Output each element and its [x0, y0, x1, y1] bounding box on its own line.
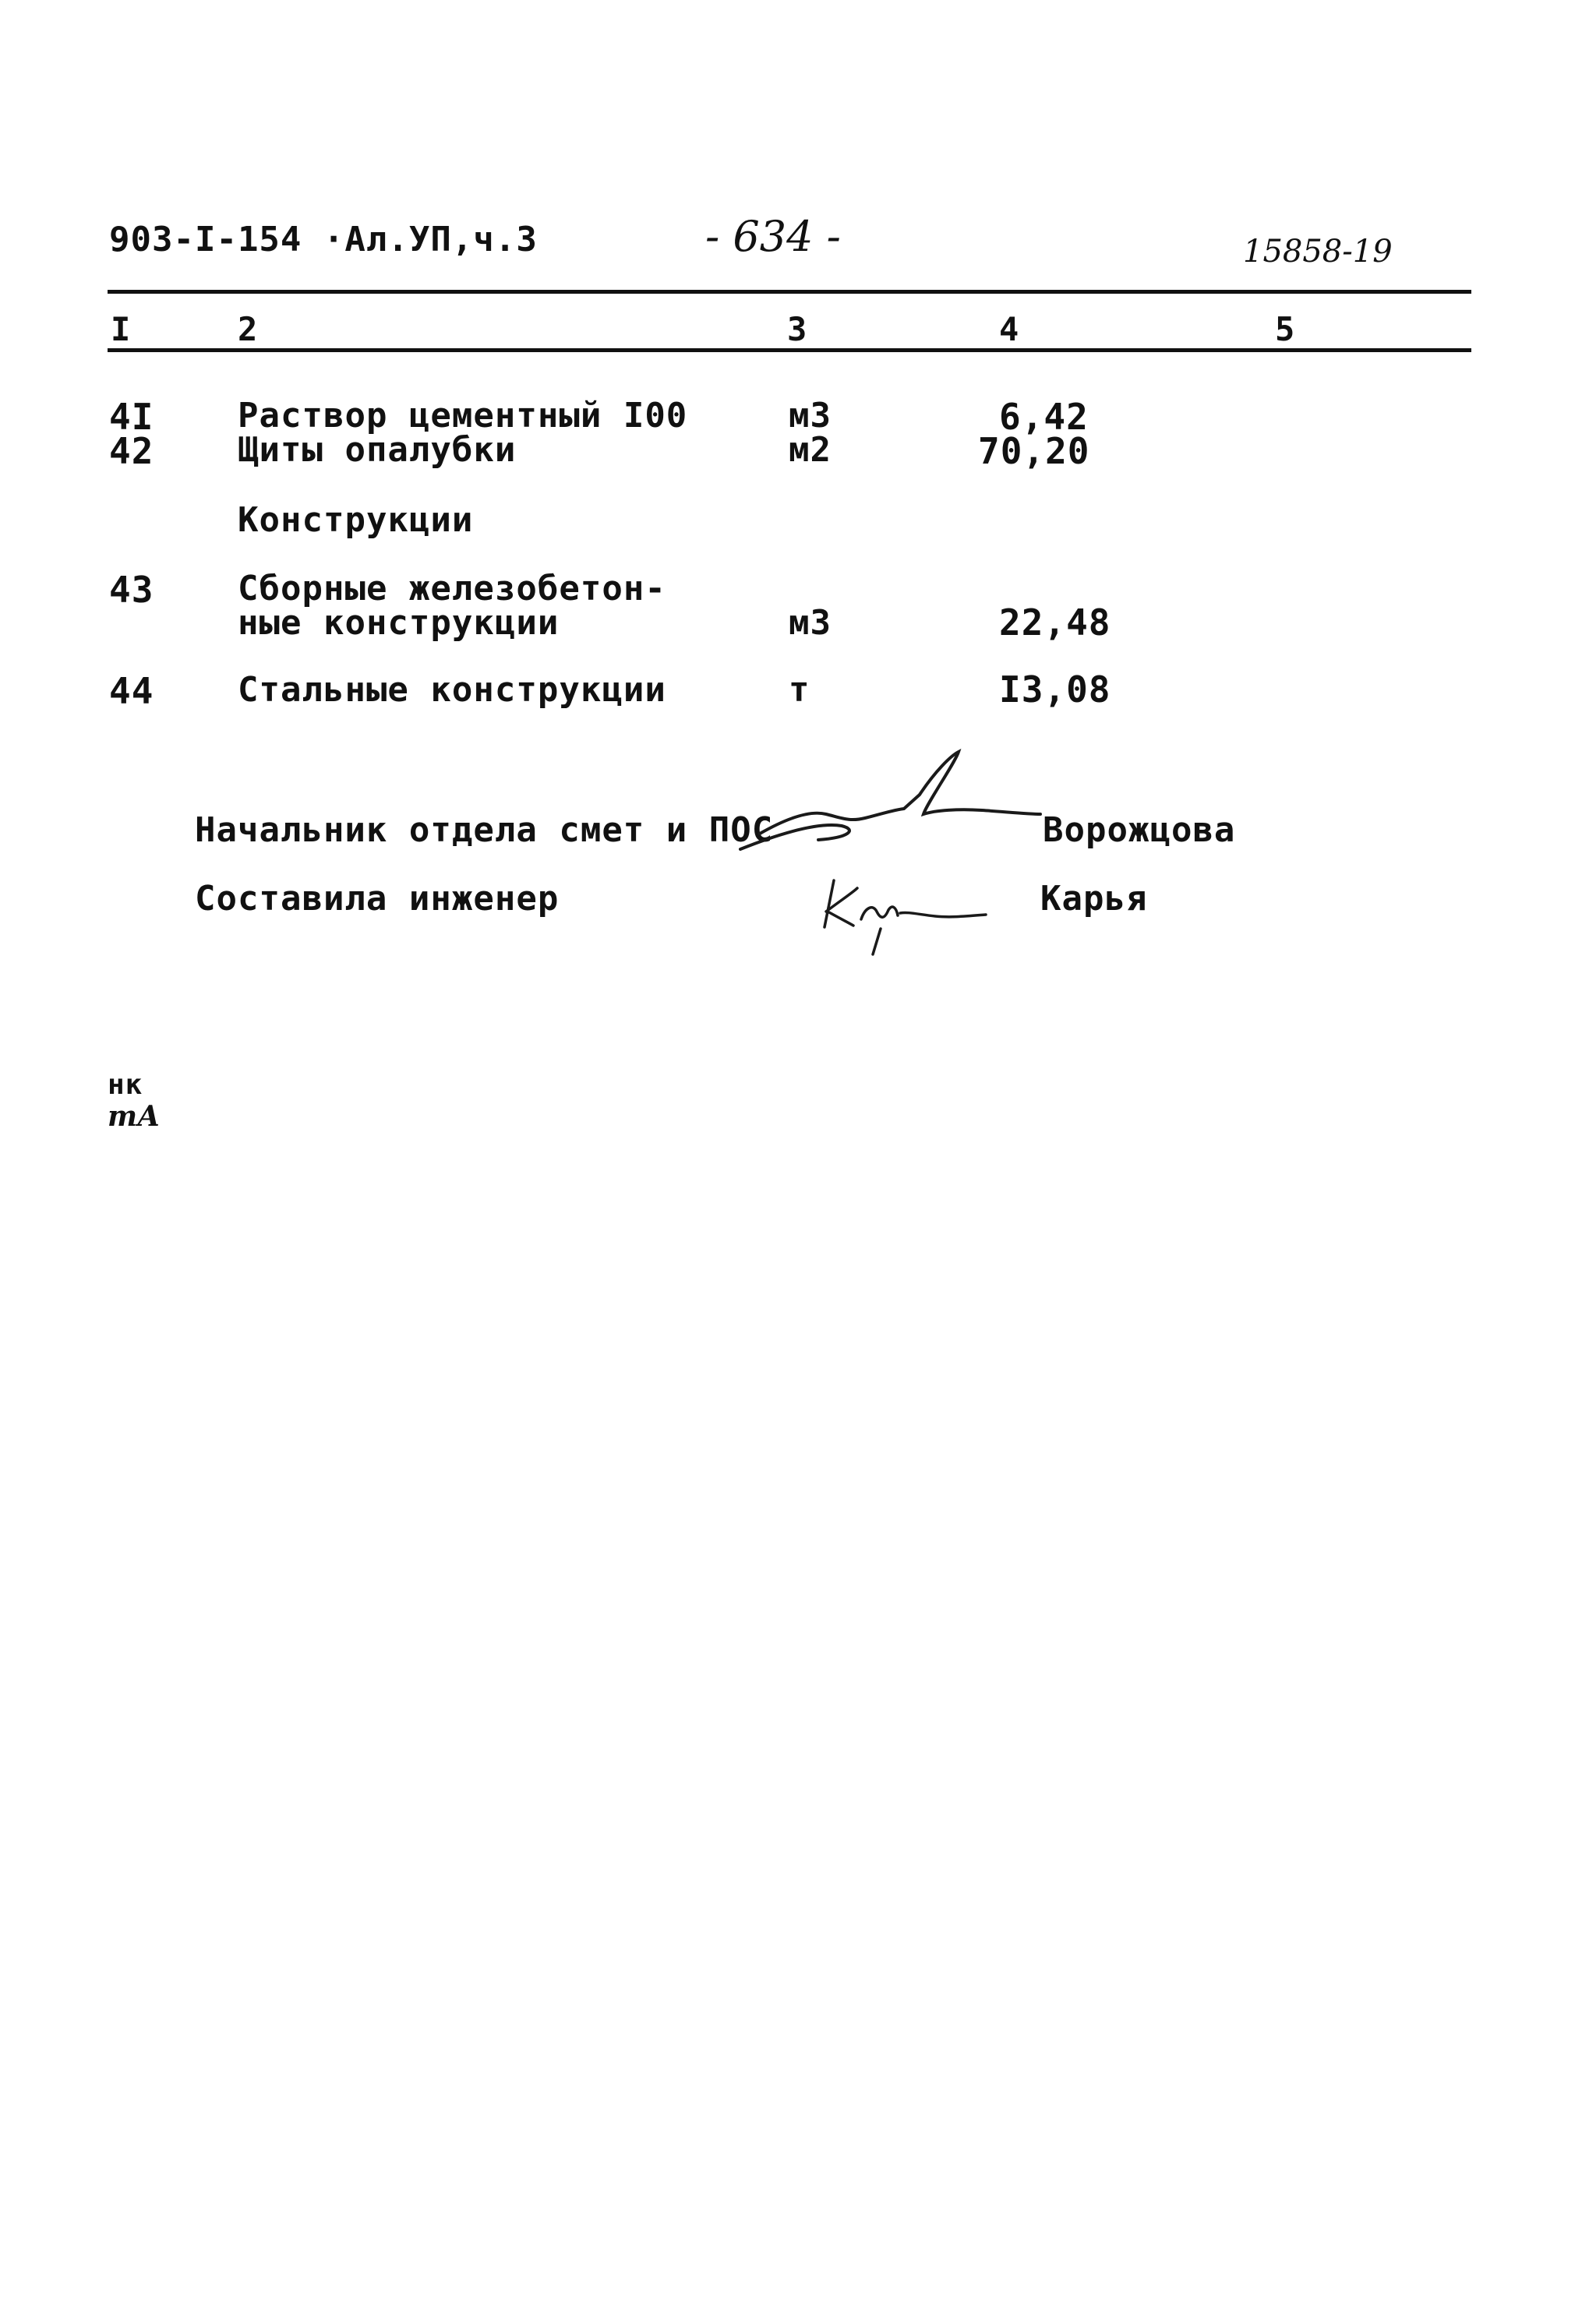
signatory-role: Начальник отдела смет и ПОС [195, 810, 774, 850]
table-row-unit: м3 [789, 396, 832, 436]
table-row-number: 4I [109, 396, 154, 438]
signatory-name: Ворожцова [1043, 810, 1236, 850]
document-code: 903-I-154 ·Ал.УП,ч.3 [109, 220, 538, 259]
table-row-quantity: 22,48 [999, 601, 1111, 644]
column-header-4: 4 [999, 310, 1020, 348]
table-row-name-line-2: ные конструкции [238, 603, 560, 643]
table-row-name: Щиты опалубки [238, 430, 517, 470]
signature-scribble [810, 865, 1013, 958]
footer-mark: тА [108, 1100, 161, 1133]
header-rule-bottom [108, 348, 1471, 352]
table-row-name: Раствор цементный I00 [238, 396, 688, 436]
column-header-5: 5 [1275, 310, 1296, 348]
table-row-unit: т [789, 670, 810, 710]
signature-scribble [725, 748, 1052, 857]
signatory-role: Составила инженер [195, 879, 560, 919]
section-title: Конструкции [238, 500, 474, 540]
document-number: 15858-19 [1243, 234, 1393, 270]
table-row-number: 42 [109, 430, 154, 472]
table-row-quantity: 6,42 [999, 396, 1089, 438]
header-rule-top [108, 290, 1471, 294]
footer-mark: нк [108, 1069, 143, 1101]
table-row-quantity: I3,08 [999, 668, 1111, 711]
page-number: - 634 - [705, 212, 841, 261]
table-row-quantity: 70,20 [978, 430, 1090, 472]
column-header-3: 3 [787, 310, 808, 348]
table-row-name: Стальные конструкции [238, 670, 666, 710]
table-row-unit: м3 [789, 603, 832, 643]
table-row-number: 43 [109, 569, 154, 611]
table-row-name-line-1: Сборные железобетон- [238, 569, 666, 608]
column-header-1: I [111, 310, 132, 348]
signatory-name: Карья [1040, 879, 1148, 919]
table-row-number: 44 [109, 670, 154, 712]
column-header-2: 2 [238, 310, 259, 348]
table-row-unit: м2 [789, 430, 832, 470]
